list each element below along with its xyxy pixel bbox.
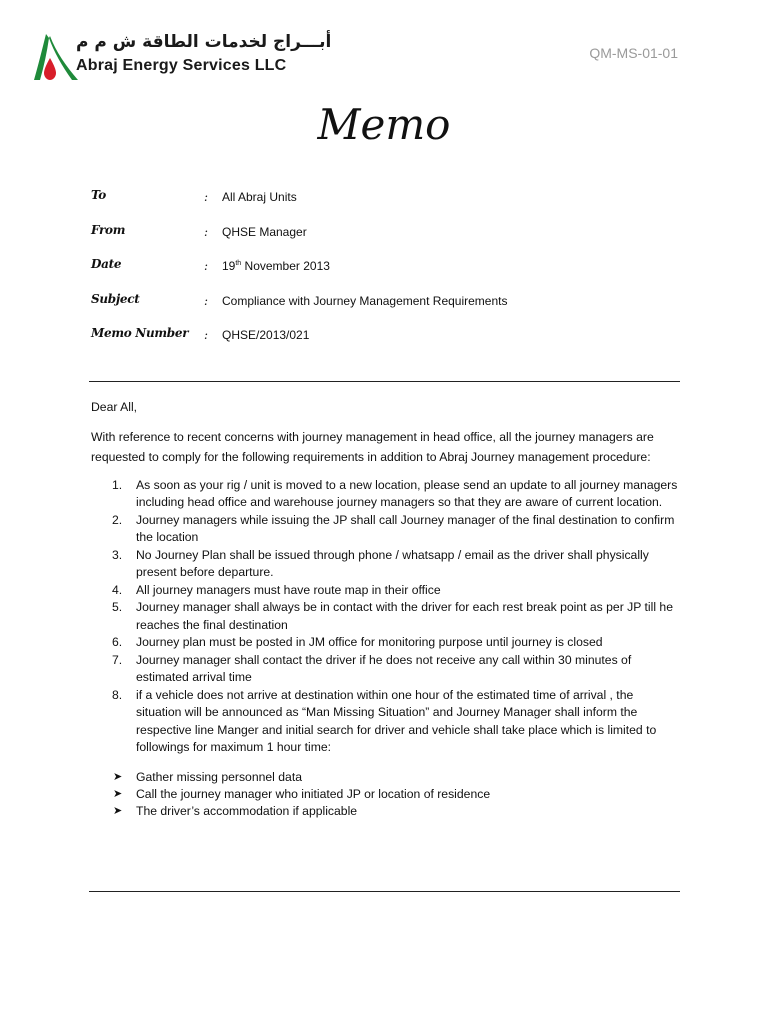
date-day: 19 — [222, 259, 236, 273]
memo-header-fields — [91, 188, 691, 361]
meta-label: To — [91, 188, 106, 202]
arrow-bullet-icon: ➤ — [113, 787, 123, 800]
meta-colon: : — [204, 190, 209, 204]
requirements-list — [91, 477, 681, 757]
meta-colon: : — [204, 259, 209, 273]
arrow-bullet-icon: ➤ — [113, 805, 123, 818]
meta-row-subject — [91, 292, 691, 327]
meta-label: Subject — [91, 291, 140, 306]
list-item: 7. Journey manager shall contact the driver if he does not receive any call within 30 minutes of estimated arrival time — [112, 652, 632, 684]
greeting: Dear All, — [91, 400, 138, 414]
date-ordinal: th — [235, 260, 242, 267]
list-item: 3. No Journey Plan shall be issued through phone / whatsapp / email as the driver shall physically present before departure. — [112, 547, 649, 579]
meta-row-memo-number — [91, 326, 691, 361]
intro-paragraph: With reference to recent concerns with journey management in head office, all the journey managers are requested to comply for the following requirements in addition to Abraj Journey management procedure: — [91, 429, 654, 464]
meta-value: QHSE Manager — [222, 224, 307, 239]
list-item: 2. Journey managers while issuing the JP shall call Journey manager of the final destination to confirm the location — [112, 512, 675, 544]
logo-english-text: Abraj Energy Services LLC — [76, 57, 287, 74]
list-item: 1. As soon as your rig / unit is moved to a new location, please send an update to all journey managers including head office and warehouse journey managers so that they are aware of current location. — [112, 477, 678, 509]
list-item: 4. All journey managers must have route map in their office — [112, 582, 441, 597]
memo-title: Memo — [317, 100, 451, 149]
logo-arabic-text: أبـــراج لخدمات الطاقة ش م م — [76, 32, 332, 52]
date-rest: November 2013 — [241, 259, 330, 273]
meta-value: All Abraj Units — [222, 190, 297, 204]
list-item: 6. Journey plan must be posted in JM office for monitoring purpose until journey is closed — [112, 635, 603, 649]
list-item: 8. if a vehicle does not arrive at destination within one hour of the estimated time of arrival , the situation will be announced as “Man Missing Situation” and Journey Manager shall inform the respective line Manger and initial search for driver and vehicle shall take place which is limited to followings for maximum 1 hour time: — [112, 687, 657, 754]
divider-bottom — [89, 891, 680, 892]
search-steps-list — [91, 769, 681, 821]
meta-colon: : — [204, 293, 209, 308]
meta-row-to — [91, 188, 691, 223]
meta-value-date — [222, 259, 330, 273]
meta-label: Date — [91, 257, 122, 271]
meta-value: Compliance with Journey Management Requirements — [222, 293, 508, 308]
meta-value: QHSE/2013/021 — [222, 328, 310, 342]
meta-row-from — [91, 223, 691, 258]
meta-label: Memo Number — [91, 326, 189, 340]
divider-top — [89, 381, 680, 382]
list-item: 5. Journey manager shall always be in contact with the driver for each rest break point as per JP till he reaches the final destination — [112, 600, 673, 632]
list-item: ➤ The driver’s accommodation if applicable — [91, 803, 681, 820]
list-item: ➤ Gather missing personnel data — [91, 769, 681, 786]
meta-row-date — [91, 257, 691, 292]
document-code: QM-MS-01-01 — [589, 45, 678, 61]
meta-label: From — [91, 222, 126, 237]
meta-colon: : — [204, 224, 209, 239]
list-item: ➤ Call the journey manager who initiated JP or location of residence — [91, 786, 681, 803]
meta-colon: : — [204, 328, 209, 342]
memo-body — [91, 398, 681, 820]
arrow-bullet-icon: ➤ — [113, 770, 123, 783]
